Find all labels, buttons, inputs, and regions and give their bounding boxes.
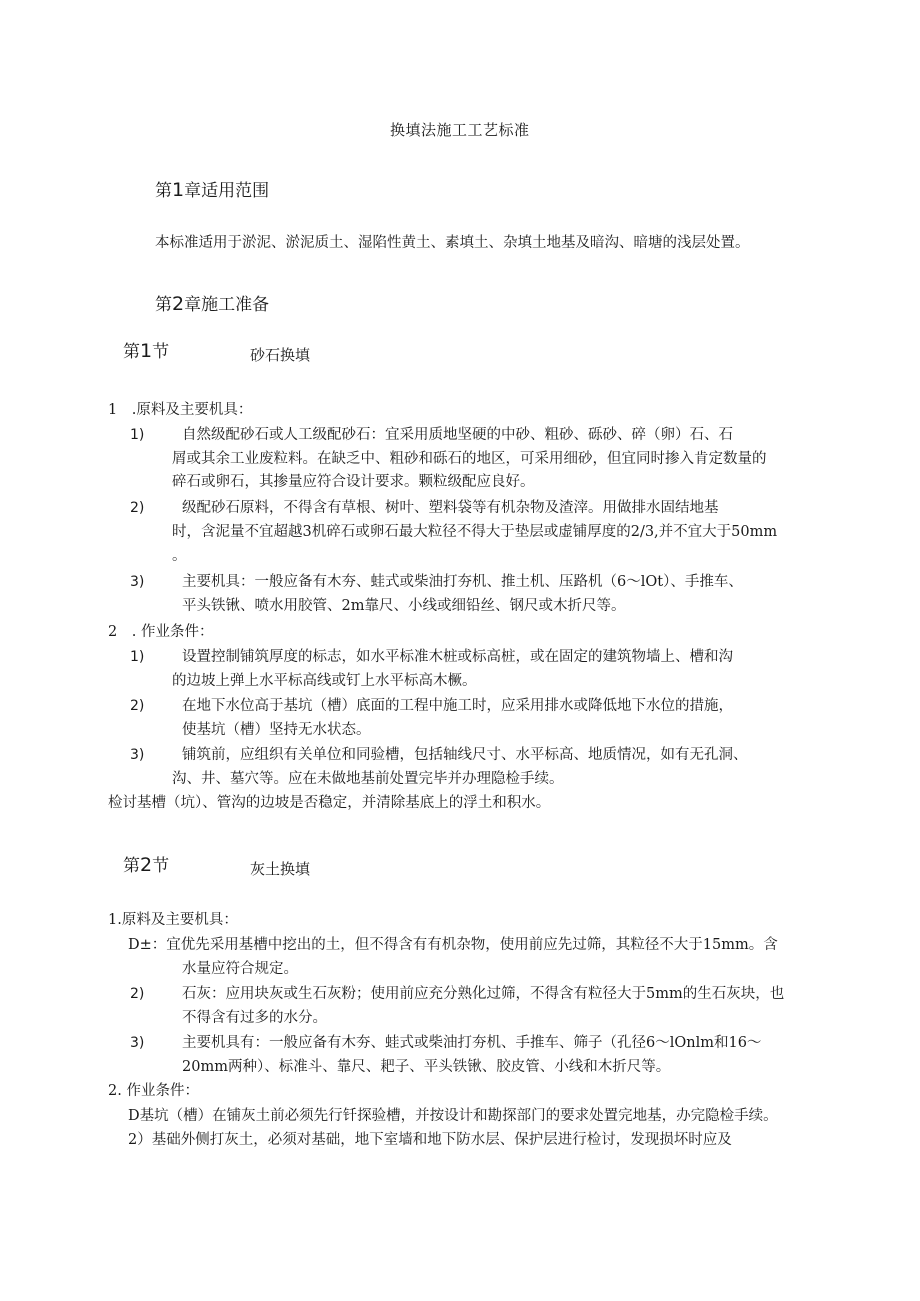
- s2-item-1-line-1: D±：宜优先采用基槽中挖出的土，但不得含有有机杂物，使用前应先过筛，其粒径不大于15mm。含: [128, 937, 778, 953]
- s1-cond-1-line-2: 的边坡上弹上水平标高线或钉上水平标高木橛。: [172, 673, 477, 689]
- s2-heading-conditions: 2. 作业条件：: [108, 1083, 199, 1099]
- section-1-title: 砂石换填: [250, 346, 311, 364]
- s1-item-1-line-2: 屑或其余工业废粒料。在缺乏中、粗砂和砾石的地区，可采用细砂，但宜同时掺入肯定数量的: [172, 451, 767, 467]
- section-2-number: 2: [140, 854, 153, 876]
- document-title: 换填法施工工艺标准: [390, 121, 530, 139]
- s1-item-3-line-1: 主要机具：一般应备有木夯、蛙式或柴油打夯机、推土机、压路机（6〜lOt）、手推车、: [182, 574, 743, 590]
- s1-cond-3-number: 3): [130, 747, 145, 763]
- s1-item-2-line-3: 。: [172, 548, 187, 564]
- section-2-heading: [123, 855, 169, 876]
- chapter-2-heading: [155, 294, 269, 315]
- s1-item-1-line-3: 碎石或卵石，其掺量应符合设计要求。颗粒级配应良好。: [172, 474, 535, 490]
- s1-cond-3-line-2: 沟、井、墓穴等。应在未做地基前处置完毕并办理隐检手续。: [172, 771, 564, 787]
- s1-tail-paragraph: 检讨基槽（坑）、管沟的边坡是否稳定，并清除基底上的浮土和积水。: [108, 795, 551, 811]
- s2-item-2-number: 2): [130, 986, 145, 1002]
- chapter-1-paragraph: 本标准适用于淤泥、淤泥质土、湿陷性黄土、素填土、杂填土地基及暗沟、暗塘的浅层处置。: [155, 235, 750, 251]
- s2-cond-1: D基坑（槽）在铺灰土前必须先行钎探验槽，并按设计和勘探部门的要求处置完地基，办完隐检手续。: [128, 1108, 778, 1124]
- s2-item-3-line-1: 主要机具有：一般应备有木夯、蛙式或柴油打夯机、手推车、筛子（孔径6〜lOnlm和16〜: [182, 1035, 762, 1051]
- section-2-suffix: 节: [152, 856, 170, 876]
- section-1-suffix: 节: [152, 342, 170, 362]
- s2-item-3-number: 3): [130, 1035, 145, 1051]
- section-1-heading: [123, 341, 169, 362]
- s1-item-2-number: 2): [130, 500, 145, 516]
- chapter-1-title: 章适用范围: [184, 181, 270, 201]
- s1-item-1-line-1: 自然级配砂石或人工级配砂石：宜采用质地坚硬的中砂、粗砂、砾砂、碎（卵）石、石: [182, 427, 733, 443]
- s1-cond-1-number: 1): [130, 649, 145, 665]
- s2-item-2-line-2: 不得含有过多的水分。: [182, 1010, 327, 1026]
- s1-cond-1-line-1: 设置控制铺筑厚度的标志，如水平标准木桩或标高桩，或在固定的建筑物墙上、槽和沟: [182, 649, 733, 665]
- s1-item-3-number: 3): [130, 574, 145, 590]
- s1-cond-2-line-2: 使基坑（槽）坚持无水状态。: [182, 722, 371, 738]
- s1-item-2-line-2: 时，含泥量不宜超越3机碎石或卵石最大粒径不得大于垫层或虚铺厚度的2/3,并不宜大于50mm: [172, 524, 778, 540]
- s1-item-3-line-2: 平头铁锹、喷水用胶管、2m靠尺、小线或细铅丝、钢尺或木折尺等。: [182, 598, 626, 614]
- s2-cond-2: 2）基础外侧打灰土，必须对基础，地下室墙和地下防水层、保护层进行检讨，发现损坏时应及: [128, 1132, 732, 1148]
- chapter-1-heading: [155, 180, 269, 201]
- chapter-1-number: 1: [172, 179, 185, 201]
- section-1-number: 1: [140, 340, 153, 362]
- chapter-1-prefix: 第: [155, 181, 172, 201]
- s1-item-2-line-1: 级配砂石原料，不得含有草根、树叶、塑料袋等有机杂物及渣滓。用做排水固结地基: [182, 500, 719, 516]
- s1-heading-materials: 1 .原料及主要机具：: [108, 402, 253, 418]
- s1-cond-2-number: 2): [130, 698, 145, 714]
- s1-cond-3-line-1: 铺筑前，应组织有关单位和同验槽，包括轴线尺寸、水平标高、地质情况，如有无孔洞、: [182, 747, 748, 763]
- s2-heading-materials: 1.原料及主要机具：: [108, 912, 238, 928]
- s1-heading-conditions: 2 . 作业条件：: [108, 624, 214, 640]
- s1-item-1-number: 1): [130, 427, 145, 443]
- chapter-2-title: 章施工准备: [184, 295, 270, 315]
- s2-item-1-line-2: 水量应符合规定。: [182, 961, 298, 977]
- s2-item-3-line-2: 20mm两种）、标准斗、靠尺、耙子、平头铁锹、胶皮管、小线和木折尺等。: [182, 1059, 671, 1075]
- s1-cond-2-line-1: 在地下水位高于基坑（槽）底面的工程中施工时，应采用排水或降低地下水位的措施，: [182, 698, 733, 714]
- section-2-title: 灰土换填: [250, 860, 311, 878]
- section-1-prefix: 第: [123, 342, 140, 362]
- chapter-2-prefix: 第: [155, 295, 172, 315]
- s2-item-2-line-1: 石灰：应用块灰或生石灰粉；使用前应充分熟化过筛，不得含有粒径大于5mm的生石灰块，也: [182, 986, 785, 1002]
- section-2-prefix: 第: [123, 856, 140, 876]
- chapter-2-number: 2: [172, 293, 185, 315]
